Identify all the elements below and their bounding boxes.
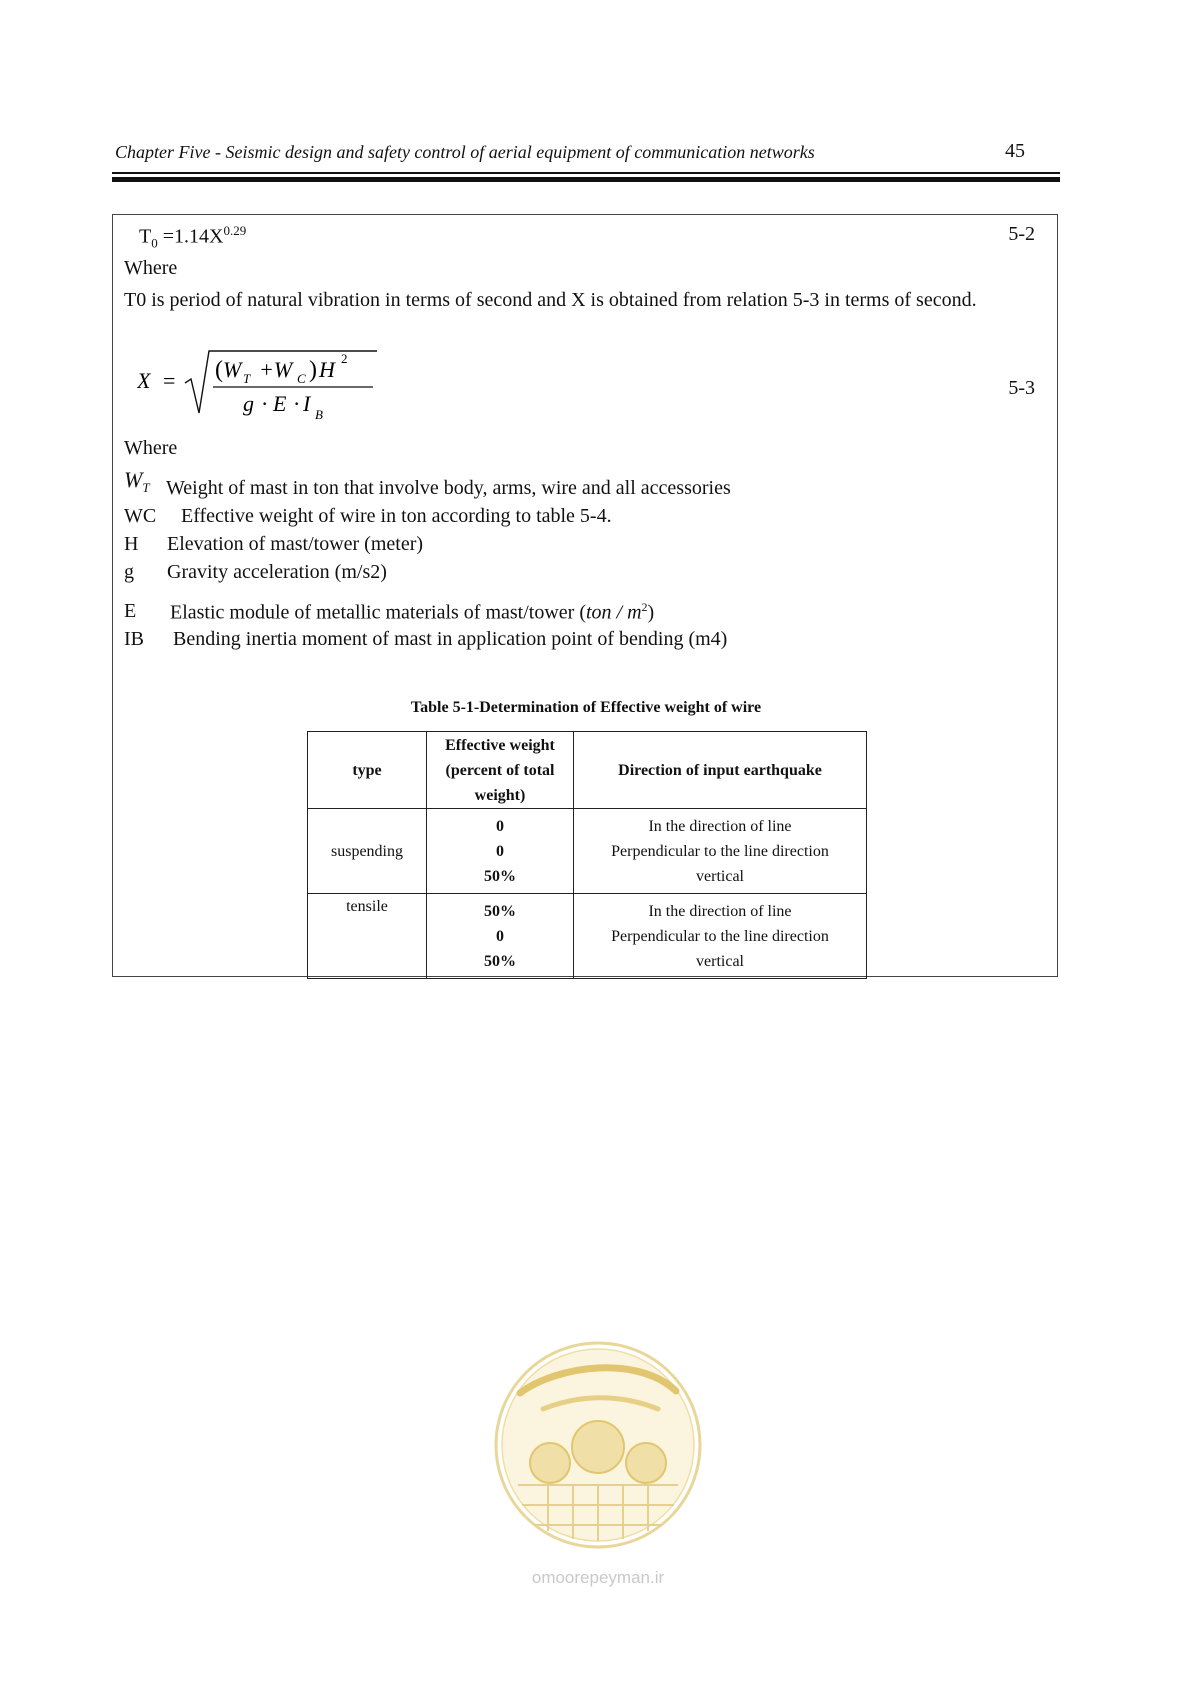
cell-directions: In the direction of line Perpendicular to the line direction vertical [574,894,867,979]
running-title: Chapter Five - Seismic design and safety control of aerial equipment of communication networks [115,142,815,162]
header-rule-thick [112,177,1060,182]
header-effective-weight: Effective weight (percent of total weight) [427,732,574,809]
eq53-i: I [303,391,311,416]
equation-5-3 [137,343,377,423]
paragraph-t0: T0 is period of natural vibration in terms of second and X is obtained from relation 5-3 in terms of second. [124,289,977,311]
cell-values: 50% 0 50% [427,894,574,979]
equation-number-5-3: 5-3 [1008,377,1035,399]
eq53-g: g [243,391,254,416]
header-direction: Direction of input earthquake [574,732,867,809]
eq53-w: W [223,357,242,382]
eq53-paren-open: ( [215,357,223,383]
def-symbol-ib: IB [124,628,144,650]
def-text-ib: Bending inertia moment of mast in application point of bending (m4) [173,628,728,650]
cell-values: 0 0 50% [427,809,574,894]
eq53-h: H [319,357,335,382]
header-rule-thin [112,172,1060,174]
cell-type: suspending [308,809,427,894]
def-symbol-e: E [124,600,137,622]
where-label-1: Where [124,257,178,279]
eq52-lhs: T [139,225,152,248]
effective-weight-table [307,731,867,979]
table-header-row [308,732,867,809]
eq53-equals: = [163,368,176,393]
page-header [115,138,1043,174]
eq52-exponent: 0.29 [223,223,247,238]
equation-number-5-2: 5-2 [1008,223,1035,245]
watermark-text: omoorepeyman.ir [531,1568,665,1587]
def-symbol-h: H [124,533,139,555]
eq53-plus-w: +W [259,357,293,382]
eq53-t-sub: T [243,371,251,386]
def-text-wt: Weight of mast in ton that involve body, arms, wire and all accessories [166,477,731,499]
eq53-lhs: X [137,368,151,393]
table-row [308,894,867,979]
eq53-dot2: · [293,391,301,416]
watermark-logo-icon [488,1335,708,1595]
def-text-e: Elastic module of metallic materials of mast/tower $(ton / m^2)$ [170,600,655,624]
page-number: 45 [1005,140,1025,162]
eq53-dot1: · [261,391,269,416]
def-text-wc: Effective weight of wire in ton according to table 5-4. [181,505,612,527]
table-row [308,809,867,894]
header-type: type [308,732,427,809]
eq53-paren-close: ) [309,357,317,383]
eq53-c-sub: C [297,371,306,386]
content-box [112,214,1058,977]
eq53-h-exp: 2 [341,351,348,366]
eq52-rhs: =1.14X [162,225,224,248]
def-symbol-wt: $W_T$ [124,467,150,495]
equation-5-2 [139,223,246,252]
def-text-h: Elevation of mast/tower (meter) [167,533,424,555]
eq53-e: E [273,391,287,416]
where-label-2: Where [124,437,178,459]
def-symbol-wc: WC [124,505,157,527]
cell-directions: In the direction of line Perpendicular to the line direction vertical [574,809,867,894]
cell-type: tensile [308,894,427,979]
eq52-lhs-sub: 0 [151,235,158,251]
def-text-g: Gravity acceleration (m/s2) [167,561,387,583]
table-caption: Table 5-1-Determination of Effective weight of wire [410,699,762,716]
def-symbol-g: g [124,561,134,583]
eq53-b-sub: B [315,407,323,422]
